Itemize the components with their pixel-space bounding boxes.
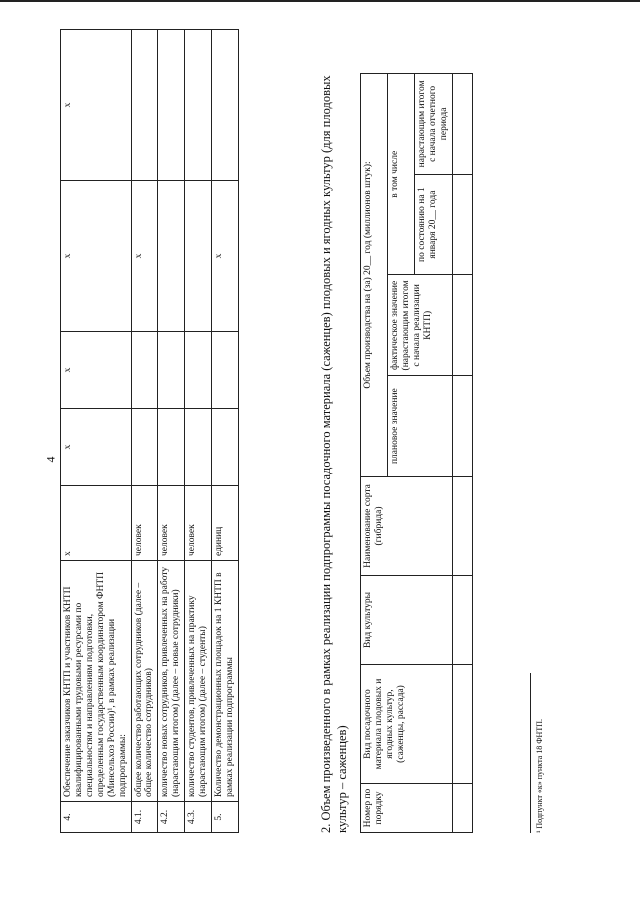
empty-cell xyxy=(452,174,472,275)
row-value xyxy=(131,332,158,409)
row-value xyxy=(212,332,239,409)
row-number: 5. xyxy=(212,802,239,833)
row-value xyxy=(212,409,239,486)
row-value: x xyxy=(131,181,158,332)
empty-cell xyxy=(452,784,472,833)
header-as-of-january: по состоянию на 1 января 20__ года xyxy=(415,174,453,275)
row-unit: единиц xyxy=(212,486,239,561)
table-row xyxy=(212,30,239,833)
table-row xyxy=(131,30,158,833)
row-value: x xyxy=(61,409,132,486)
row-value: x xyxy=(61,30,132,181)
row-value xyxy=(158,30,185,181)
row-number: 4.3. xyxy=(185,802,212,833)
row-description: Количество демонстрационных площадок на 1 КНТП в рамках реализации подпрограммы xyxy=(212,561,239,802)
row-value xyxy=(185,30,212,181)
row-description: общее количество работающих сотрудников (далее – общее количество сотрудников) xyxy=(131,561,158,802)
empty-cell xyxy=(452,74,472,175)
row-value xyxy=(131,30,158,181)
empty-cell xyxy=(452,275,472,376)
header-variety: Наименование сорта (гибрида) xyxy=(361,477,453,576)
row-value xyxy=(185,332,212,409)
table-row xyxy=(185,30,212,833)
row-value xyxy=(158,332,185,409)
footnote: ¹ Подпункт «к» пункта 18 ФНТП. xyxy=(535,719,544,833)
row-description: Обеспечение заказчиков КНТП и участников КНТП квалифицированными трудовыми ресурсами по специальностям и направлениям подготовки, определенным государственным координатором ФНТП (Минсельхоз России)¹, в рамках реализации подпрограммы: xyxy=(61,561,132,802)
header-row-number: Номер по порядку xyxy=(361,784,453,833)
header-including: в том числе xyxy=(388,74,415,276)
header-planned-value: плановое значение xyxy=(388,376,453,477)
row-value: x xyxy=(212,181,239,332)
footnote-separator xyxy=(530,673,531,833)
header-material-type: Вид посадочного материала плодовых и ягодных культур, (саженцы, рассада) xyxy=(361,665,453,784)
empty-cell xyxy=(452,477,472,576)
header-cumulative: нарастающим итогом с начала отчетного периода xyxy=(415,74,453,175)
header-actual-value: фактическое значение (нарастающим итогом с начала реализации КНТП) xyxy=(388,275,453,376)
row-value: x xyxy=(61,332,132,409)
empty-cell xyxy=(452,576,472,665)
row-unit: человек xyxy=(131,486,158,561)
table-row xyxy=(61,30,132,833)
indicators-table xyxy=(60,29,239,833)
row-description: количество студентов, привлеченных на практику (нарастающим итогом) (далее – студенты) xyxy=(185,561,212,802)
top-border-line xyxy=(0,0,640,2)
row-number: 4. xyxy=(61,802,132,833)
empty-cell xyxy=(452,665,472,784)
section-2-title: 2. Объем произведенного в рамках реализации подпрограммы посадочного материала (саженцев) плодовых и ягодных культур (для плодовых культур – саженцев) xyxy=(319,75,350,833)
header-production-volume: Объем производства на (за) 20__ год (миллионов штук): xyxy=(361,74,388,477)
row-description: количество новых сотрудников, привлеченных на работу (нарастающим итогом) (далее – новые сотрудники) xyxy=(158,561,185,802)
page-number: 4 xyxy=(43,456,58,463)
row-value xyxy=(131,409,158,486)
rotated-document-page xyxy=(60,73,580,833)
table-row xyxy=(158,30,185,833)
header-crop-type: Вид культуры xyxy=(361,576,453,665)
row-number: 4.2. xyxy=(158,802,185,833)
row-value xyxy=(158,181,185,332)
row-value xyxy=(212,30,239,181)
row-value xyxy=(185,181,212,332)
row-value xyxy=(185,409,212,486)
row-unit: x xyxy=(61,486,132,561)
row-unit: человек xyxy=(185,486,212,561)
row-value xyxy=(158,409,185,486)
empty-cell xyxy=(452,376,472,477)
row-number: 4.1. xyxy=(131,802,158,833)
row-unit: человек xyxy=(158,486,185,561)
planting-material-table xyxy=(360,73,473,833)
row-value: x xyxy=(61,181,132,332)
